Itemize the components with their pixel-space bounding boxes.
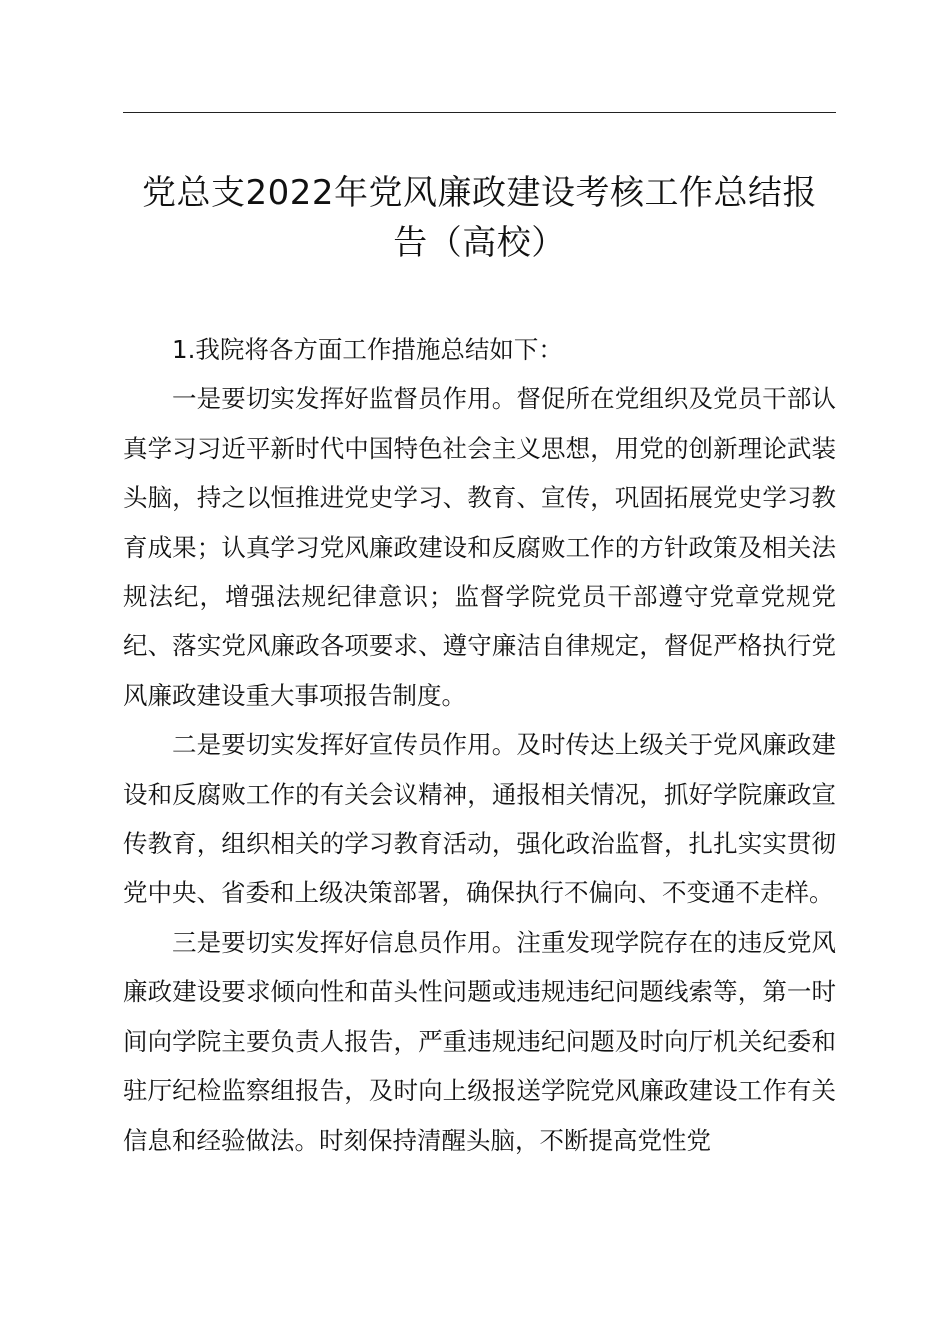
document-body	[123, 325, 836, 1165]
header-rule	[123, 112, 836, 113]
title-line-2: 告（高校）	[393, 223, 566, 263]
title-line-1: 党总支2022年党风廉政建设考核工作总结报	[141, 173, 818, 213]
document-title	[123, 168, 836, 268]
paragraph-publicity: 二是要切实发挥好宣传员作用。及时传达上级关于党风廉政建设和反腐败工作的有关会议精神，通报相关情况，抓好学院廉政宣传教育，组织相关的学习教育活动，强化政治监督，扎扎实实贯彻党中央、省委和上级决策部署，确保执行不偏向、不变通不走样。	[123, 730, 836, 908]
paragraph-intro: 1.我院将各方面工作措施总结如下：	[172, 335, 563, 364]
paragraph-informant: 三是要切实发挥好信息员作用。注重发现学院存在的违反党风廉政建设要求倾向性和苗头性问题或违规违纪问题线索等，第一时间向学院主要负责人报告，严重违规违纪问题及时向厅机关纪委和驻厅纪检监察组报告，及时向上级报送学院党风廉政建设工作有关信息和经验做法。时刻保持清醒头脑，不断提高党性党	[123, 927, 836, 1155]
paragraph-supervisor: 一是要切实发挥好监督员作用。督促所在党组织及党员干部认真学习习近平新时代中国特色社会主义思想，用党的创新理论武装头脑，持之以恒推进党史学习、教育、宣传，巩固拓展党史学习教育成果；认真学习党风廉政建设和反腐败工作的方针政策及相关法规法纪，增强法规纪律意识；监督学院党员干部遵守党章党规党纪、落实党风廉政各项要求、遵守廉洁自律规定，督促严格执行党风廉政建设重大事项报告制度。	[123, 384, 836, 710]
